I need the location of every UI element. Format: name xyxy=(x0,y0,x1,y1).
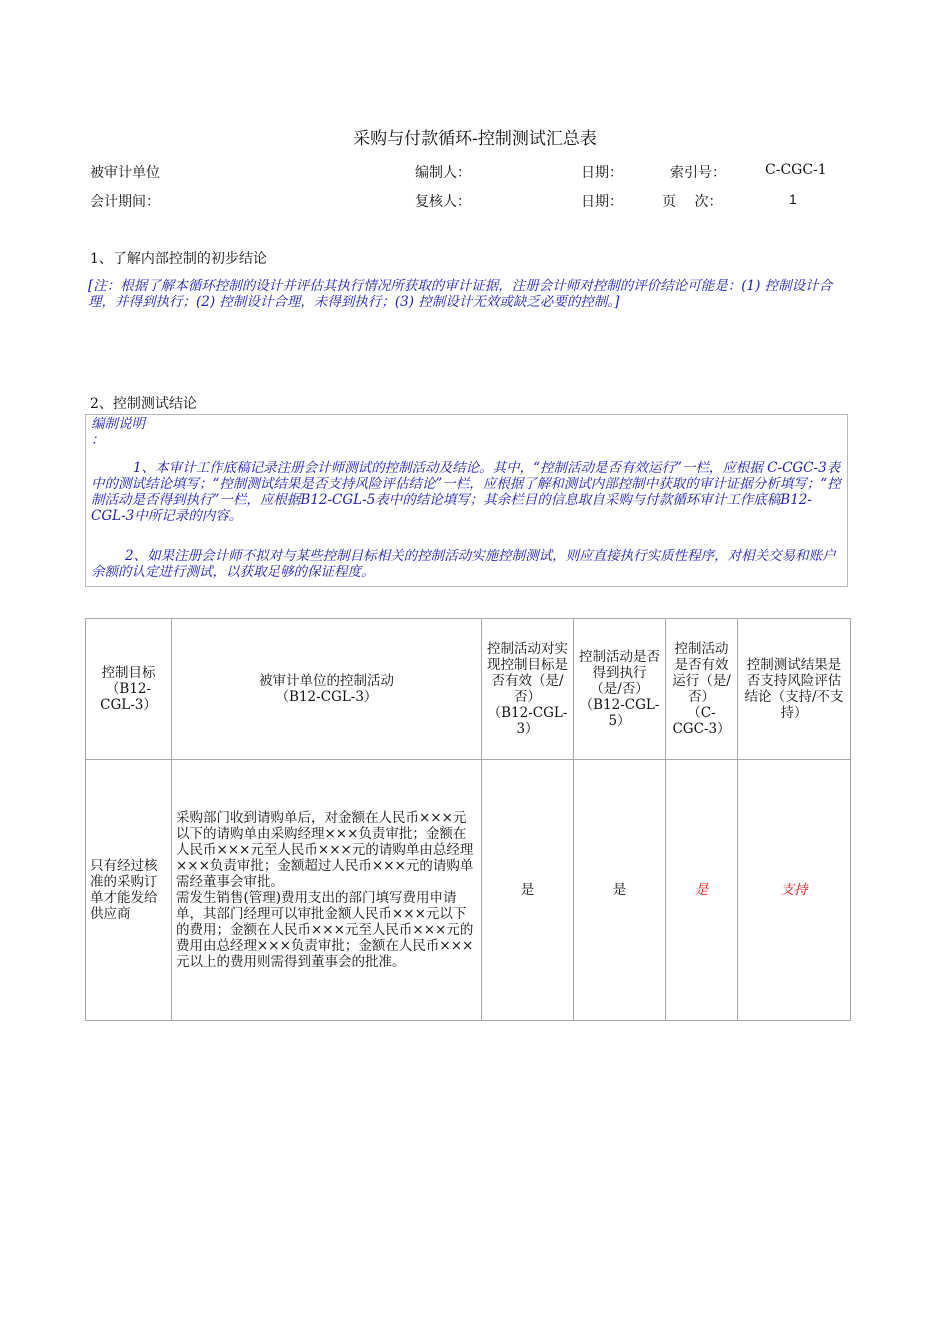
header-implemented: 控制活动是否得到执行（是/否） （B12-CGL-5） xyxy=(574,619,666,760)
explanation-label: 编制说明 ： xyxy=(91,416,145,448)
preparer-label: 编制人： xyxy=(415,165,471,181)
cell-supports-risk: 支持 xyxy=(738,760,851,1021)
header-design-effective: 控制活动对实现控制目标是否有效（是/否） （B12-CGL-3） xyxy=(482,619,574,760)
section1-heading: 1、了解内部控制的初步结论 xyxy=(90,251,267,267)
cell-control-activity: 采购部门收到请购单后，对金额在人民币×××元以下的请购单由采购经理×××负责审批；金额在人民币×××元至人民币×××元的请购单由总经理×××负责审批；金额超过人民币×××元的请购单需经董事会审批。 需发生销售(管理)费用支出的部门填写费用申请单，其部门经理可以审批金额人民币×××元以下的费用；金额在人民币×××元至人民币×××元的费用由总经理×××负责审批；金额在人民币×××元以上的费用则需得到董事会的批准。 xyxy=(172,760,482,1021)
table-header-row xyxy=(86,619,851,760)
header-control-objective: 控制目标 （B12-CGL-3） xyxy=(86,619,172,760)
cell-design-effective: 是 xyxy=(482,760,574,1021)
date2-label: 日期： xyxy=(581,194,623,210)
explanation-para-1: 1、本审计工作底稿记录注册会计师测试的控制活动及结论。其中，“控制活动是否有效运行”一栏，应根据 C-CGC-3表中的测试结论填写；“控制测试结果是否支持风险评估结论”一栏，应根据了解和测试内部控制中获取的审计证据分析填写；“控制活动是否得到执行”一栏，应根据B12-CGL-5表中的结论填写；其余栏目的信息取自采购与付款循环审计工作底稿B12-CGL-3中所记录的内容。 xyxy=(91,460,841,524)
page-label: 页 次： xyxy=(662,194,723,210)
explanation-box xyxy=(85,414,848,587)
cell-implemented: 是 xyxy=(574,760,666,1021)
header-operating-effective: 控制活动是否有效运行（是/否） （C-CGC-3） xyxy=(666,619,738,760)
reviewer-label: 复核人： xyxy=(415,194,471,210)
section2-heading: 2、控制测试结论 xyxy=(90,396,197,412)
page-value: 1 xyxy=(789,191,797,207)
auditee-label: 被审计单位 xyxy=(90,165,160,181)
control-test-table xyxy=(85,618,851,1021)
date-label: 日期： xyxy=(581,165,623,181)
page-title: 采购与付款循环-控制测试汇总表 xyxy=(353,129,597,149)
table-row xyxy=(86,760,851,1021)
period-label: 会计期间： xyxy=(90,194,160,210)
cell-control-objective: 只有经过核准的采购订单才能发给供应商 xyxy=(86,760,172,1021)
explanation-para-2: 2、如果注册会计师不拟对与某些控制目标相关的控制活动实施控制测试，则应直接执行实质性程序，对相关交易和账户余额的认定进行测试，以获取足够的保证程度。 xyxy=(91,548,836,580)
header-control-activity: 被审计单位的控制活动 （B12-CGL-3） xyxy=(172,619,482,760)
index-label: 索引号： xyxy=(670,165,726,181)
section1-note: [注：根据了解本循环控制的设计并评估其执行情况所获取的审计证据，注册会计师对控制的评价结论可能是：(1) 控制设计合理，并得到执行；(2) 控制设计合理，未得到执行；(3) 控制设计无效或缺乏必要的控制。] xyxy=(88,278,833,310)
index-value: C-CGC-1 xyxy=(765,162,827,178)
cell-operating-effective: 是 xyxy=(666,760,738,1021)
header-supports-risk: 控制测试结果是否支持风险评估结论（支持/不支持） xyxy=(738,619,851,760)
